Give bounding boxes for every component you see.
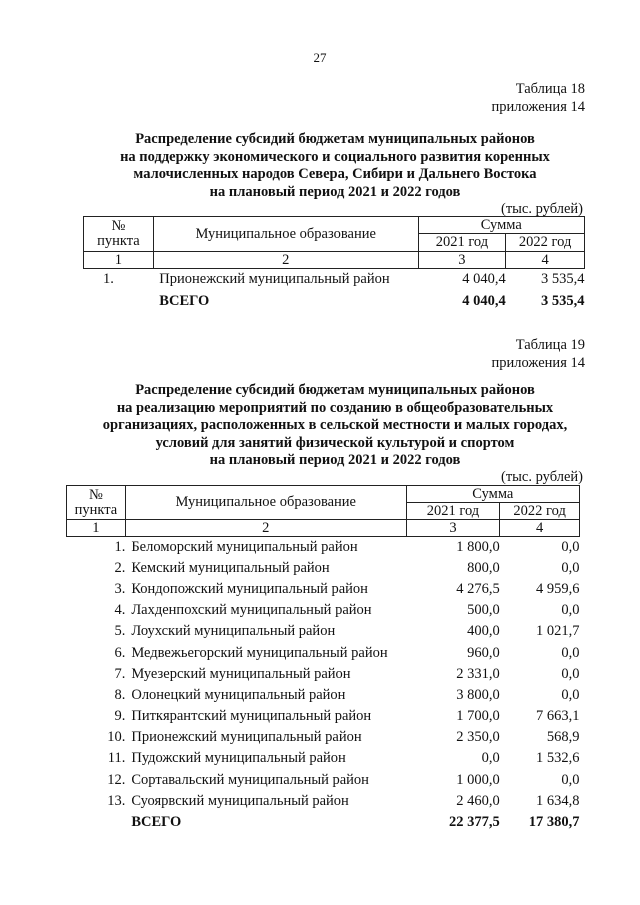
row-number: 2. <box>114 559 126 576</box>
row-number: 5. <box>114 623 126 640</box>
table18-units: (тыс. рублей) <box>501 201 583 217</box>
row-municipality: Суоярвский муниципальный район <box>131 792 349 809</box>
table-row <box>67 727 580 748</box>
table18-caption-appendix: приложения 14 <box>491 99 585 115</box>
row-municipality: Лахденпохский муниципальный район <box>131 602 372 619</box>
row-number: 11. <box>107 750 126 767</box>
table18-heading-line: на плановый период 2021 и 2022 годов <box>209 183 461 200</box>
row-number: 7. <box>114 665 126 682</box>
table19-header-year-2022: 2022 год <box>500 503 580 520</box>
row-municipality: Беломорский муниципальный район <box>131 538 358 555</box>
table18-heading-line: на поддержку экономического и социального развития коренных <box>120 148 550 165</box>
table18-heading-line: Распределение субсидий бюджетам муниципальных районов <box>135 131 535 147</box>
row-value-2022: 1 021,7 <box>536 623 580 640</box>
table-row <box>67 748 580 769</box>
row-value-2021: 1 000,0 <box>456 771 500 788</box>
row-value-2021: 800,0 <box>467 559 500 576</box>
table19-heading-line: условий для занятий физической культурой и спортом <box>155 434 515 451</box>
row-value-2022: 0,0 <box>561 771 580 788</box>
table18-header-num-symbol: № <box>111 218 126 234</box>
table18-header-index: 1 <box>84 252 154 269</box>
row-number: 12. <box>107 771 126 788</box>
row-number: 13. <box>107 792 126 809</box>
row-value-2022: 0,0 <box>561 538 580 555</box>
table19-header-name: Муниципальное образование <box>125 486 406 520</box>
row-municipality: Прионежский муниципальный район <box>131 729 362 746</box>
row-value-2021: 1 800,0 <box>456 538 500 555</box>
table19-heading-line: организациях, расположенных в сельской местности и малых городах, <box>102 417 568 433</box>
row-value-2021: 1 700,0 <box>456 708 500 725</box>
row-municipality: Прионежский муниципальный район <box>159 271 390 288</box>
row-municipality: Кемский муниципальный район <box>131 559 330 576</box>
row-municipality: Пудожский муниципальный район <box>131 750 346 767</box>
total-value-2022: 3 535,4 <box>541 293 585 309</box>
table-row <box>84 269 585 291</box>
table19-header-sum: Сумма <box>406 486 579 503</box>
table19-header-index: 4 <box>500 520 580 537</box>
table19-heading-line: Распределение субсидий бюджетам муниципальных районов <box>135 382 535 398</box>
table18-caption-title: Таблица 18 <box>515 81 585 97</box>
table18 <box>83 216 585 313</box>
row-municipality: Муезерский муниципальный район <box>131 665 351 682</box>
row-value-2021: 500,0 <box>467 602 500 619</box>
table18-heading-line: малочисленных народов Севера, Сибири и Дальнего Востока <box>133 166 537 182</box>
total-label: ВСЕГО <box>159 293 210 309</box>
row-value-2022: 0,0 <box>561 686 580 703</box>
total-row <box>84 291 585 313</box>
table-row <box>67 642 580 663</box>
row-value-2021: 2 331,0 <box>456 665 500 682</box>
row-number: 1. <box>114 538 126 555</box>
row-value-2021: 400,0 <box>467 623 500 640</box>
row-number: 9. <box>114 708 126 725</box>
row-value-2021: 0,0 <box>481 750 500 767</box>
row-value-2022: 0,0 <box>561 665 580 682</box>
table19-caption-title: Таблица 19 <box>515 337 585 353</box>
table19-header-index: 2 <box>125 520 406 537</box>
table18-header-index: 3 <box>418 252 506 269</box>
table-row <box>67 600 580 621</box>
row-municipality: Олонецкий муниципальный район <box>131 686 346 703</box>
row-value-2021: 2 460,0 <box>456 792 500 809</box>
total-value-2021: 4 040,4 <box>462 293 506 309</box>
row-number: 10. <box>107 729 126 746</box>
row-value-2022: 568,9 <box>546 729 580 746</box>
table18-header-index: 4 <box>506 252 585 269</box>
row-number: 4. <box>114 602 126 619</box>
row-value-2021: 4 040,4 <box>462 271 506 288</box>
row-value-2022: 0,0 <box>561 559 580 576</box>
table19-header-num-label: пункта <box>74 501 118 518</box>
row-number: 6. <box>114 644 126 661</box>
row-value-2021: 960,0 <box>467 644 500 661</box>
table19-header-year-2021: 2021 год <box>406 503 500 520</box>
table19-header-num-symbol: № <box>89 486 103 503</box>
table18-header-year-2021: 2021 год <box>418 234 506 252</box>
table-row <box>67 770 580 791</box>
table-row <box>67 791 580 812</box>
row-value-2022: 3 535,4 <box>541 271 585 288</box>
table19-heading-line: на плановый период 2021 и 2022 годов <box>209 452 461 468</box>
row-value-2022: 4 959,6 <box>536 580 580 597</box>
table19-header-num <box>67 486 126 520</box>
total-label: ВСЕГО <box>131 814 182 831</box>
row-number: 3. <box>114 580 126 597</box>
table19-heading <box>0 382 640 470</box>
row-value-2022: 7 663,1 <box>536 708 580 725</box>
table19-units: (тыс. рублей) <box>501 469 583 485</box>
table18-header-num <box>84 217 154 252</box>
row-value-2022: 0,0 <box>561 602 580 619</box>
total-row <box>67 812 580 833</box>
table18-header-sum: Сумма <box>418 217 584 234</box>
table18-caption <box>492 80 585 116</box>
table18-header-name: Муниципальное образование <box>153 217 418 252</box>
table-row <box>67 579 580 600</box>
row-value-2021: 4 276,5 <box>456 580 500 597</box>
table-row <box>67 685 580 706</box>
table19-caption <box>492 336 585 372</box>
table19-heading-line: на реализацию мероприятий по созданию в общеобразовательных <box>116 399 554 416</box>
table18-header-num-label: пункта <box>97 233 140 249</box>
row-value-2021: 3 800,0 <box>456 686 500 703</box>
row-municipality: Медвежьегорский муниципальный район <box>131 644 388 661</box>
table19-caption-appendix: приложения 14 <box>491 355 585 371</box>
table-row <box>67 664 580 685</box>
table19-header-index: 3 <box>406 520 500 537</box>
table-row <box>67 621 580 642</box>
total-value-2022: 17 380,7 <box>528 814 580 831</box>
total-value-2021: 22 377,5 <box>449 814 500 831</box>
row-number: 8. <box>114 686 126 703</box>
row-value-2022: 1 634,8 <box>536 792 580 809</box>
row-number: 1. <box>102 271 114 288</box>
table18-header-index: 2 <box>153 252 418 269</box>
row-municipality: Лоухский муниципальный район <box>131 623 336 640</box>
table18-header-year-2022: 2022 год <box>506 234 585 252</box>
table-row <box>67 558 580 579</box>
table19 <box>66 485 580 833</box>
row-municipality: Сортавальский муниципальный район <box>131 771 369 788</box>
page-number: 27 <box>313 50 327 65</box>
table-row <box>67 537 580 558</box>
row-value-2022: 1 532,6 <box>536 750 580 767</box>
row-municipality: Кондопожский муниципальный район <box>131 580 368 597</box>
table19-header-index: 1 <box>67 520 126 537</box>
row-municipality: Питкярантский муниципальный район <box>131 708 372 725</box>
row-value-2022: 0,0 <box>561 644 580 661</box>
row-value-2021: 2 350,0 <box>456 729 500 746</box>
table18-heading <box>0 131 640 201</box>
table-row <box>67 706 580 727</box>
